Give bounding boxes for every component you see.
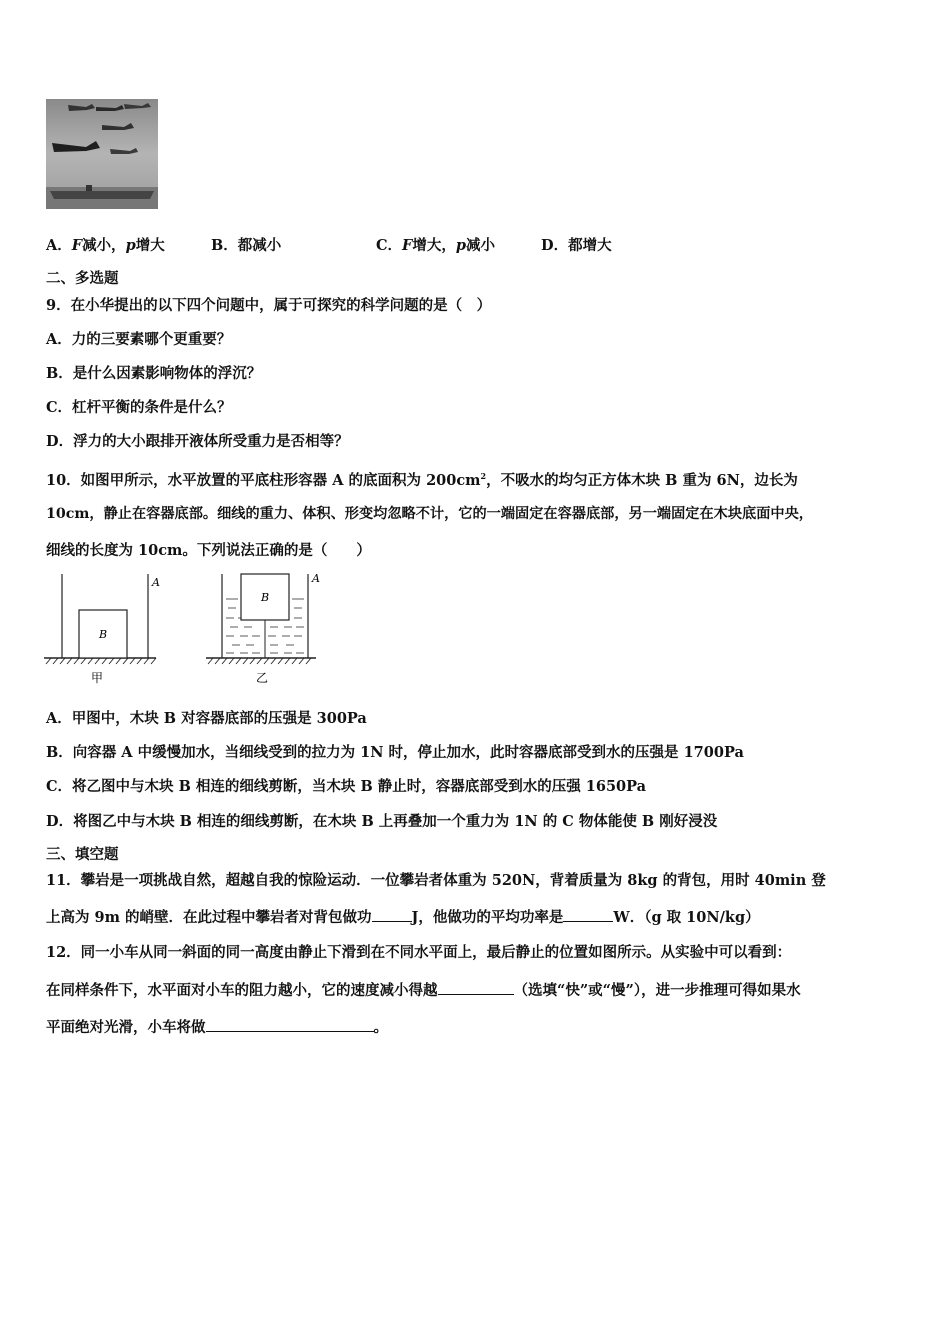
figure-caption-jia: 甲 <box>90 671 104 685</box>
q8-option-d: D．都增大 <box>541 237 612 254</box>
container-label: A <box>312 572 320 585</box>
q11-blank-work[interactable] <box>372 907 412 922</box>
section-title-multiple-choice: 二、多选题 <box>46 270 119 287</box>
q11-line-2: 上高为 9m 的峭壁．在此过程中攀岩者对背包做功 J，他做功的平均功率是 W．（g 取 10N/kg） <box>46 909 760 926</box>
section-title-fill-blank: 三、填空题 <box>46 846 119 863</box>
q11-line-1: 11．攀岩是一项挑战自然，超越自我的惊险运动．一位攀岩者体重为 520N，背着质量为 8kg 的背包，用时 40min 登 <box>46 872 826 889</box>
q9-option-d: D．浮力的大小跟排开液体所受重力是否相等？ <box>46 433 349 450</box>
q11-blank-power[interactable] <box>563 907 613 922</box>
q10-stem-line-2: 10cm，静止在容器底部。细线的重力、体积、形变均忽略不计，它的一端固定在容器底部，另一端固定在木块底面中央， <box>46 506 813 522</box>
q9-option-a: A．力的三要素哪个更重要？ <box>46 331 232 348</box>
figure-yi <box>204 572 329 690</box>
block-label: B <box>98 628 108 641</box>
q10-option-b: B．向容器 A 中缓慢加水，当细线受到的拉力为 1N 时，停止加水，此时容器底部受到水的压强是 1700Pa <box>46 744 744 761</box>
figure-caption-yi: 乙 <box>255 671 269 685</box>
figure-jia <box>42 572 160 690</box>
q8-option-b: B．都减小 <box>211 237 282 254</box>
q12-blank-motion[interactable] <box>206 1017 374 1032</box>
q10-stem-line-1: 10．如图甲所示，水平放置的平底柱形容器 A 的底面积为 $200cm^2$，不吸水的均匀正方体木块 B 重为 6N，边长为 <box>46 471 798 489</box>
aircraft-carrier-photo <box>46 99 158 209</box>
q12-line-1: 12．同一小车从同一斜面的同一高度由静止下滑到在不同水平面上，最后静止的位置如图所示。从实验中可以看到： <box>46 944 792 961</box>
container-label: A <box>152 576 160 589</box>
q10-option-c: C．将乙图中与木块 B 相连的细线剪断，当木块 B 静止时，容器底部受到水的压强 1650Pa <box>46 778 647 795</box>
block-label: B <box>260 591 270 604</box>
q9-stem: 9．在小华提出的以下四个问题中，属于可探究的科学问题的是（ ） <box>46 297 492 314</box>
q10-option-d: D．将图乙中与木块 B 相连的细线剪断，在木块 B 上再叠加一个重力为 1N 的 C 物体能使 B 刚好浸没 <box>46 813 718 830</box>
q8-option-c: C．F增大，p减小 <box>376 237 495 254</box>
q10-option-a: A．甲图中，木块 B 对容器底部的压强是 300Pa <box>46 710 367 727</box>
q10-stem-line-3: 细线的长度为 10cm。下列说法正确的是（ ） <box>46 542 371 559</box>
q9-option-c: C．杠杆平衡的条件是什么？ <box>46 399 232 416</box>
q8-option-a: A．F减小，p增大 <box>46 237 165 254</box>
q12-blank-speed[interactable] <box>438 980 514 995</box>
q12-line-2: 在同样条件下，水平面对小车的阻力越小，它的速度减小得越 （选填“快”或“慢”），进一步推理可得如果水 <box>46 982 801 999</box>
q9-option-b: B．是什么因素影响物体的浮沉？ <box>46 365 262 382</box>
q12-line-3: 平面绝对光滑，小车将做 。 <box>46 1019 388 1036</box>
